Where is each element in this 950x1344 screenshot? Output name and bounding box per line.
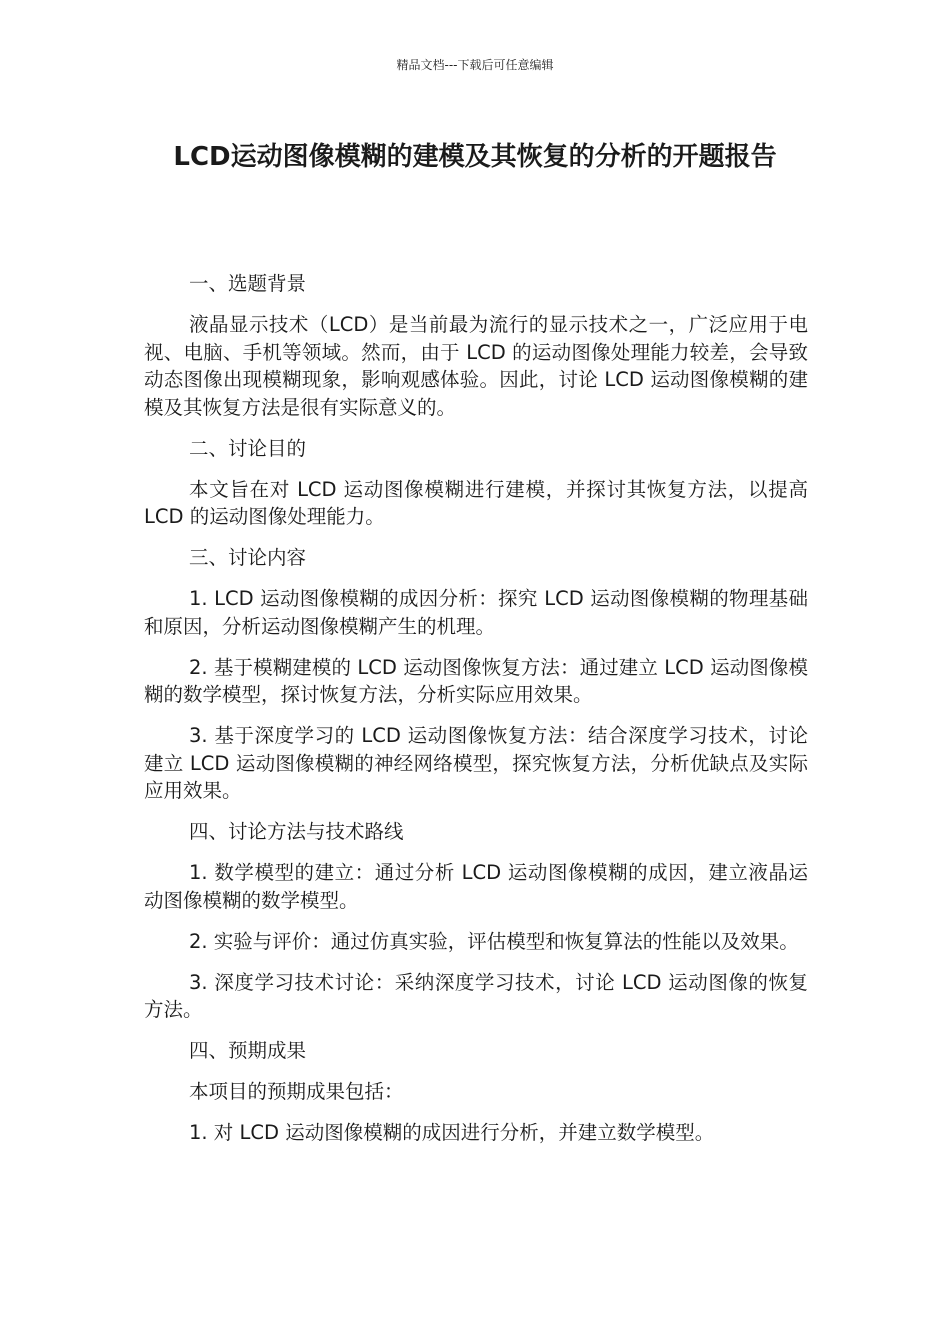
header-watermark: 精品文档---下载后可任意编辑 xyxy=(396,58,554,72)
list-item-methods-3: 3. 深度学习技术讨论：采纳深度学习技术，讨论 LCD 运动图像的恢复方法。 xyxy=(144,970,808,1021)
section-heading-content: 三、讨论内容 xyxy=(189,546,307,569)
section-heading-background: 一、选题背景 xyxy=(189,272,307,295)
document-title: LCD运动图像模糊的建模及其恢复的分析的开题报告 xyxy=(173,142,777,172)
list-item-outcomes-1: 1. 对 LCD 运动图像模糊的成因进行分析，并建立数学模型。 xyxy=(189,1121,715,1144)
paragraph-background: 液晶显示技术（LCD）是当前最为流行的显示技术之一，广泛应用于电视、电脑、手机等领域。然而，由于 LCD 的运动图像处理能力较差，会导致动态图像出现模糊现象，影响观感体验。因此，讨论 LCD 运动图像模糊的建模及其恢复方法是很有实际意义的。 xyxy=(144,313,808,419)
list-item-methods-2: 2. 实验与评价：通过仿真实验，评估模型和恢复算法的性能以及效果。 xyxy=(189,929,799,953)
list-item-content-3: 3. 基于深度学习的 LCD 运动图像恢复方法：结合深度学习技术，讨论建立 LCD 运动图像模糊的神经网络模型，探究恢复方法，分析优缺点及实际应用效果。 xyxy=(144,724,808,802)
paragraph-outcomes: 本项目的预期成果包括： xyxy=(189,1080,404,1103)
list-item-content-1: 1. LCD 运动图像模糊的成因分析：探究 LCD 运动图像模糊的物理基础和原因，分析运动图像模糊产生的机理。 xyxy=(144,587,808,638)
section-heading-purpose: 二、讨论目的 xyxy=(189,436,307,460)
list-item-methods-1: 1. 数学模型的建立：通过分析 LCD 运动图像模糊的成因，建立液晶运动图像模糊的数学模型。 xyxy=(144,861,808,912)
section-heading-methods: 四、讨论方法与技术路线 xyxy=(189,820,404,843)
paragraph-purpose: 本文旨在对 LCD 运动图像模糊进行建模，并探讨其恢复方法，以提高 LCD 的运动图像处理能力。 xyxy=(144,477,808,528)
section-heading-outcomes: 四、预期成果 xyxy=(189,1039,307,1062)
list-item-content-2: 2. 基于模糊建模的 LCD 运动图像恢复方法：通过建立 LCD 运动图像模糊的数学模型，探讨恢复方法，分析实际应用效果。 xyxy=(144,655,808,706)
document-body xyxy=(144,270,808,1160)
